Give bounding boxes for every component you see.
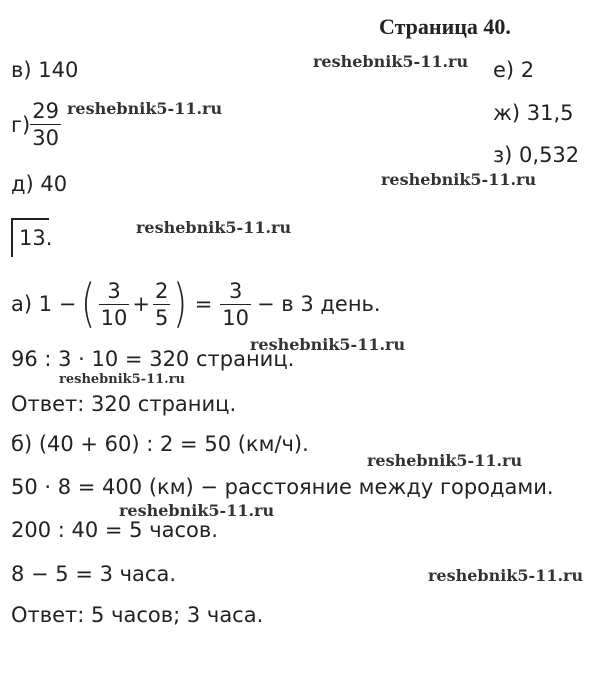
fraction-denominator: 10 <box>100 305 128 330</box>
watermark: reshebnik5-11.ru <box>313 52 469 71</box>
fraction-2-5 <box>153 278 170 331</box>
watermark: reshebnik5-11.ru <box>119 501 275 520</box>
answer-z: з) 0,532 <box>493 143 580 167</box>
answer-zh: ж) 31,5 <box>493 101 574 125</box>
watermark: reshebnik5-11.ru <box>381 170 537 189</box>
solution-b-line2: 50 · 8 = 400 (км) − расстояние между городами. <box>11 475 554 499</box>
fraction-numerator: 2 <box>155 278 169 303</box>
fraction-3-10 <box>99 278 130 331</box>
fraction-29-30 <box>30 98 61 151</box>
task-number-box: 13. <box>11 218 49 257</box>
plus-sign: + <box>132 292 151 316</box>
solution-a-line2: 96 : 3 · 10 = 320 страниц. <box>11 347 295 371</box>
fraction-denominator: 10 <box>222 305 250 330</box>
watermark: reshebnik5-11.ru <box>59 372 186 387</box>
fraction-denominator: 30 <box>32 126 59 150</box>
watermark: reshebnik5-11.ru <box>67 99 223 118</box>
watermark: reshebnik5-11.ru <box>367 451 523 470</box>
solution-b-line1: б) (40 + 60) : 2 = 50 (км/ч). <box>11 432 309 456</box>
right-paren: ) <box>173 274 188 334</box>
watermark: reshebnik5-11.ru <box>250 335 406 354</box>
solution-b-line3: 200 : 40 = 5 часов. <box>11 518 218 542</box>
equation-a <box>11 272 381 336</box>
fraction-denominator: 5 <box>155 305 169 330</box>
left-paren: ( <box>81 274 96 334</box>
fraction-numerator: 29 <box>32 99 59 123</box>
answer-d: д) 40 <box>11 172 68 196</box>
equation-a-tail: − в 3 день. <box>257 292 381 316</box>
equals-sign: = <box>194 292 213 316</box>
answer-g-label: г) <box>11 112 31 137</box>
watermark: reshebnik5-11.ru <box>136 218 292 237</box>
fraction-3-10-result <box>220 278 251 331</box>
fraction-numerator: 3 <box>107 278 121 303</box>
equation-a-label: а) 1 − <box>11 292 77 316</box>
solution-b-answer: Ответ: 5 часов; 3 часа. <box>11 603 264 627</box>
solution-b-line4: 8 − 5 = 3 часа. <box>11 562 177 586</box>
answer-e: е) 2 <box>493 58 535 82</box>
fraction-numerator: 3 <box>228 278 243 303</box>
answer-g <box>11 98 61 151</box>
answer-v: в) 140 <box>11 58 79 82</box>
watermark: reshebnik5-11.ru <box>428 566 584 585</box>
solution-a-answer: Ответ: 320 страниц. <box>11 392 237 416</box>
page-title: Страница 40. <box>379 14 511 39</box>
